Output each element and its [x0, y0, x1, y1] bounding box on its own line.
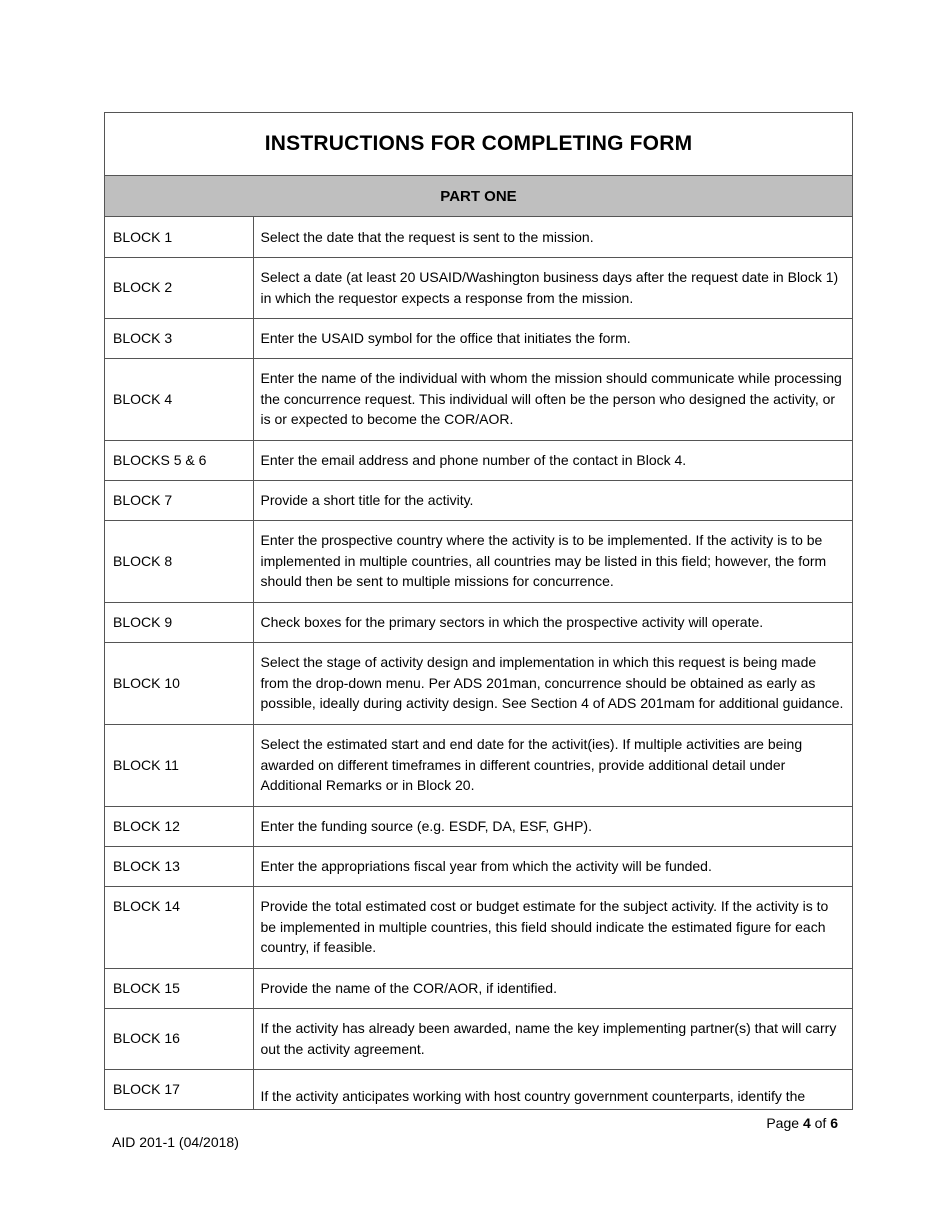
- page-total: 6: [830, 1115, 838, 1131]
- table-row: [105, 217, 852, 257]
- block-label: BLOCK 17: [105, 1069, 253, 1109]
- table-row: [105, 440, 852, 480]
- block-label: BLOCKS 5 & 6: [105, 440, 253, 480]
- block-instruction: Enter the name of the individual with whom the mission should communicate while processing the concurrence request. This individual will often be the person who designed the activity, or is or expected to become the COR/AOR.: [253, 358, 852, 440]
- table-row: [105, 724, 852, 806]
- table-row: [105, 480, 852, 520]
- block-label: BLOCK 1: [105, 217, 253, 257]
- table-row: [105, 318, 852, 358]
- table-row: [105, 358, 852, 440]
- block-label: BLOCK 3: [105, 318, 253, 358]
- table-row: [105, 846, 852, 886]
- page-prefix: Page: [766, 1115, 800, 1131]
- form-identifier: AID 201-1 (04/2018): [112, 1134, 239, 1150]
- block-instruction: Enter the funding source (e.g. ESDF, DA, ESF, GHP).: [253, 806, 852, 846]
- block-instruction: Provide a short title for the activity.: [253, 480, 852, 520]
- block-label: BLOCK 16: [105, 1008, 253, 1069]
- block-instruction: Check boxes for the primary sectors in which the prospective activity will operate.: [253, 602, 852, 642]
- table-row: [105, 1008, 852, 1069]
- block-instruction: Select the estimated start and end date for the activit(ies). If multiple activities are being awarded on different timeframes in different countries, provide additional detail under Additional Remarks or in Block 20.: [253, 724, 852, 806]
- block-instruction: If the activity has already been awarded, name the key implementing partner(s) that will carry out the activity agreement.: [253, 1008, 852, 1069]
- table-row: [105, 520, 852, 602]
- block-instruction: Enter the email address and phone number of the contact in Block 4.: [253, 440, 852, 480]
- instructions-table: [105, 217, 852, 1110]
- block-label: BLOCK 12: [105, 806, 253, 846]
- block-label: BLOCK 10: [105, 642, 253, 724]
- instructions-form: [104, 112, 853, 1110]
- block-label: BLOCK 2: [105, 257, 253, 318]
- table-row: [105, 968, 852, 1008]
- page-of: of: [814, 1115, 827, 1131]
- block-instruction: Enter the prospective country where the activity is to be implemented. If the activity is to be implemented in multiple countries, all countries may be listed in this field; however, the form should then be sent to multiple missions for concurrence.: [253, 520, 852, 602]
- block-label: BLOCK 13: [105, 846, 253, 886]
- part-header: PART ONE: [105, 176, 852, 217]
- block-instruction: Provide the name of the COR/AOR, if identified.: [253, 968, 852, 1008]
- page-number: [766, 1115, 838, 1131]
- block-instruction: Enter the USAID symbol for the office that initiates the form.: [253, 318, 852, 358]
- block-instruction: Enter the appropriations fiscal year from which the activity will be funded.: [253, 846, 852, 886]
- block-label: BLOCK 14: [105, 886, 253, 968]
- block-label: BLOCK 11: [105, 724, 253, 806]
- block-instruction: Select the date that the request is sent to the mission.: [253, 217, 852, 257]
- table-row: [105, 1069, 852, 1109]
- block-instruction: Provide the total estimated cost or budget estimate for the subject activity. If the activity is to be implemented in multiple countries, this field should indicate the estimated figure for each country, if feasible.: [253, 886, 852, 968]
- page-title: INSTRUCTIONS FOR COMPLETING FORM: [105, 113, 852, 176]
- block-label: BLOCK 15: [105, 968, 253, 1008]
- table-row: [105, 886, 852, 968]
- page-current: 4: [802, 1115, 811, 1131]
- table-row: [105, 642, 852, 724]
- block-label: BLOCK 7: [105, 480, 253, 520]
- block-label: BLOCK 9: [105, 602, 253, 642]
- block-instruction: Select the stage of activity design and implementation in which this request is being made from the drop-down menu. Per ADS 201man, concurrence should be obtained as early as possible, ideally during activity design. See Section 4 of ADS 201mam for additional guidance.: [253, 642, 852, 724]
- block-instruction: Select a date (at least 20 USAID/Washington business days after the request date in Block 1) in which the requestor expects a response from the mission.: [253, 257, 852, 318]
- block-label: BLOCK 4: [105, 358, 253, 440]
- table-row: [105, 806, 852, 846]
- block-instruction: If the activity anticipates working with host country government counterparts, identify the: [253, 1069, 852, 1109]
- table-row: [105, 257, 852, 318]
- table-row: [105, 602, 852, 642]
- block-label: BLOCK 8: [105, 520, 253, 602]
